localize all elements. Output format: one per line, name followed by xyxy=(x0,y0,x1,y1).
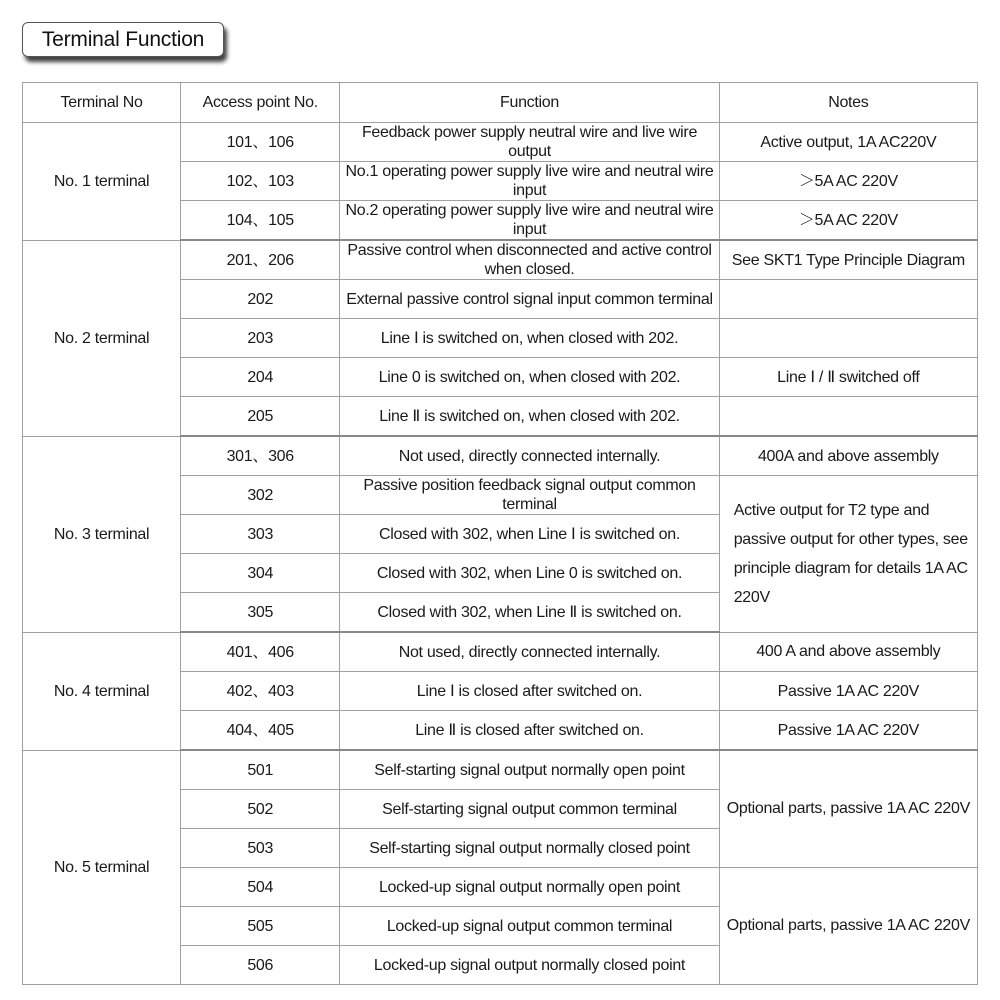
header-terminal-no: Terminal No xyxy=(23,83,181,123)
function-cell: Self-starting signal output normally open point xyxy=(340,750,719,790)
table-row xyxy=(23,436,978,476)
notes-cell: 400 A and above assembly xyxy=(719,632,977,672)
table-row xyxy=(23,240,978,280)
access-cell: 502 xyxy=(181,790,340,829)
access-cell: 303 xyxy=(181,515,340,554)
header-notes: Notes xyxy=(719,83,977,123)
access-cell: 505 xyxy=(181,907,340,946)
notes-cell: ＞5A AC 220V xyxy=(719,162,977,201)
function-cell: Closed with 302, when Line 0 is switched on. xyxy=(340,554,719,593)
function-cell: No.1 operating power supply live wire and neutral wire input xyxy=(340,162,719,201)
function-cell: Locked-up signal output normally open point xyxy=(340,868,719,907)
function-cell: Line Ⅱ is closed after switched on. xyxy=(340,711,719,751)
table-row xyxy=(23,632,978,672)
function-cell: Locked-up signal output common terminal xyxy=(340,907,719,946)
terminal-cell: No. 3 terminal xyxy=(23,436,181,632)
function-cell: No.2 operating power supply live wire and neutral wire input xyxy=(340,201,719,241)
access-cell: 102、103 xyxy=(181,162,340,201)
terminal-cell: No. 2 terminal xyxy=(23,240,181,436)
terminal-cell: No. 1 terminal xyxy=(23,123,181,241)
function-cell: Self-starting signal output normally closed point xyxy=(340,829,719,868)
access-cell: 402、403 xyxy=(181,672,340,711)
function-cell: Not used, directly connected internally. xyxy=(340,632,719,672)
merged-notes-cell: Optional parts, passive 1A AC 220V xyxy=(719,868,977,985)
access-cell: 404、405 xyxy=(181,711,340,751)
header-function: Function xyxy=(340,83,719,123)
access-cell: 503 xyxy=(181,829,340,868)
function-cell: Not used, directly connected internally. xyxy=(340,436,719,476)
access-cell: 506 xyxy=(181,946,340,985)
function-cell: Line Ⅱ is switched on, when closed with 202. xyxy=(340,397,719,437)
access-cell: 302 xyxy=(181,476,340,515)
notes-cell: ＞5A AC 220V xyxy=(719,201,977,241)
merged-notes-cell: Optional parts, passive 1A AC 220V xyxy=(719,750,977,868)
function-cell: Self-starting signal output common terminal xyxy=(340,790,719,829)
section-title: Terminal Function xyxy=(22,22,224,57)
table-row xyxy=(23,750,978,790)
access-cell: 101、106 xyxy=(181,123,340,162)
merged-notes-cell: Active output for T2 type and passive output for other types, see principle diagram for details 1A AC 220V xyxy=(719,476,977,633)
function-cell: Closed with 302, when Line Ⅱ is switched on. xyxy=(340,593,719,633)
notes-cell: Passive 1A AC 220V xyxy=(719,672,977,711)
function-cell: Locked-up signal output normally closed point xyxy=(340,946,719,985)
function-cell: External passive control signal input common terminal xyxy=(340,280,719,319)
function-cell: Passive position feedback signal output common terminal xyxy=(340,476,719,515)
table-row xyxy=(23,123,978,162)
notes-cell: See SKT1 Type Principle Diagram xyxy=(719,240,977,280)
function-cell: Feedback power supply neutral wire and live wire output xyxy=(340,123,719,162)
access-cell: 501 xyxy=(181,750,340,790)
notes-cell: Passive 1A AC 220V xyxy=(719,711,977,751)
terminal-cell: No. 4 terminal xyxy=(23,632,181,750)
function-cell: Closed with 302, when Line Ⅰ is switched on. xyxy=(340,515,719,554)
access-cell: 504 xyxy=(181,868,340,907)
terminal-cell: No. 5 terminal xyxy=(23,750,181,985)
notes-cell: Active output, 1A AC220V xyxy=(719,123,977,162)
notes-cell: Line Ⅰ / Ⅱ switched off xyxy=(719,358,977,397)
access-cell: 401、406 xyxy=(181,632,340,672)
function-cell: Line Ⅰ is switched on, when closed with 202. xyxy=(340,319,719,358)
terminal-function-table xyxy=(22,82,978,985)
header-access-point: Access point No. xyxy=(181,83,340,123)
notes-cell: 400A and above assembly xyxy=(719,436,977,476)
access-cell: 201、206 xyxy=(181,240,340,280)
header-row xyxy=(23,83,978,123)
function-cell: Line Ⅰ is closed after switched on. xyxy=(340,672,719,711)
access-cell: 304 xyxy=(181,554,340,593)
function-cell: Passive control when disconnected and active control when closed. xyxy=(340,240,719,280)
notes-cell xyxy=(719,319,977,358)
function-cell: Line 0 is switched on, when closed with 202. xyxy=(340,358,719,397)
access-cell: 202 xyxy=(181,280,340,319)
access-cell: 205 xyxy=(181,397,340,437)
access-cell: 203 xyxy=(181,319,340,358)
access-cell: 301、306 xyxy=(181,436,340,476)
access-cell: 104、105 xyxy=(181,201,340,241)
notes-cell xyxy=(719,397,977,437)
notes-cell xyxy=(719,280,977,319)
access-cell: 204 xyxy=(181,358,340,397)
access-cell: 305 xyxy=(181,593,340,633)
